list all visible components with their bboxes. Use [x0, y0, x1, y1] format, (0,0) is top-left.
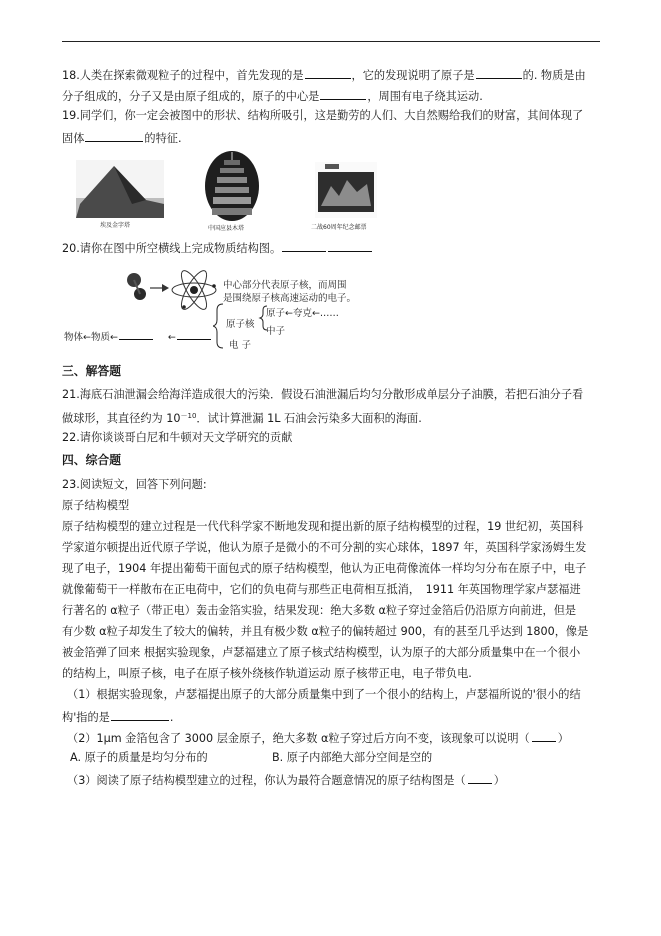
answer-blank — [85, 130, 143, 142]
electron-label: 电 子 — [229, 340, 252, 351]
q23-paragraph-line: 的结构上，叫原子核，电子在原子核外绕核作轨道运动 原子核带正电，电子带负电. — [62, 667, 472, 680]
q23-paragraph-line: 学家道尔顿提出近代原子学说，他认为原子是微小的不可分割的实心球体，1897 年，英国科学家汤姆生发 — [62, 541, 587, 554]
diagram-note: 中心部分代表原子核，而周围 — [223, 280, 347, 291]
q23-sub1-line1: （1）根据实验现象，卢瑟福提出原子的大部分质量集中到了一个很小的结构上，卢瑟福所说的'很小的结 — [67, 688, 581, 701]
structure-chain-left: 物体←物质← ← — [64, 328, 212, 343]
answer-blank — [476, 67, 522, 79]
answer-blank — [328, 240, 372, 252]
q18-line2: 分子组成的，分子又是由原子组成的，原子的中心是 ，周围有电子绕其运动. — [62, 90, 483, 103]
molecule-atom-diagram — [120, 262, 220, 324]
answer-blank — [111, 709, 169, 721]
section-heading: 三、解答题 — [62, 364, 121, 378]
stamp-photo — [315, 162, 377, 218]
q19-line2: 固体 的特征. — [62, 132, 182, 145]
answer-blank — [305, 67, 351, 79]
proton-label: 原子←夸克←…… — [266, 308, 339, 319]
wooden-tower-photo — [204, 150, 260, 222]
stamp-caption: 二战60周年纪念邮票 — [311, 224, 367, 231]
q23-paragraph-line: 被金箔弹了回来 根据实验现象，卢瑟福建立了原子核式结构模型，认为原子的大部分质量集中在一个很小 — [62, 646, 581, 659]
q23-title: 原子结构模型 — [62, 499, 130, 512]
q21-line1: 21.海底石油泄漏会给海洋造成很大的污染．假设石油泄漏后均匀分散形成单层分子油膜，若把石油分子看 — [62, 388, 584, 401]
q23-sub2: （2）1μm 金箔包含了 3000 层金原子，绝大多数 α粒子穿过后方向不变，该现象可以说明（ ） — [67, 732, 569, 745]
q23-paragraph-line: 有少数 α粒子却发生了较大的偏转，并且有极少数 α粒子的偏转超过 900，有的甚至几乎达到 1800，像是 — [62, 625, 589, 638]
q23-intro: 23.阅读短文，回答下列问题: — [62, 478, 207, 491]
answer-blank — [119, 328, 153, 340]
answer-blank — [320, 88, 366, 100]
answer-blank — [282, 240, 326, 252]
q21-line2: 做球形，其直径约为 $10^{-10}$．试计算泄漏 1L 石油会污染多大面积的海面. — [62, 412, 422, 425]
tower-caption: 中国应县木塔 — [208, 225, 245, 232]
answer-blank — [468, 772, 492, 784]
q23-paragraph-line: 行著名的 α粒子（带正电）轰击金箔实验，结果发现：绝大多数 α粒子穿过金箔后仍沿原方向前进，但是 — [62, 604, 577, 617]
pyramid-photo — [76, 160, 164, 218]
header-rule — [62, 41, 600, 42]
answer-blank — [532, 730, 556, 742]
option-a: A. 原子的质量是均匀分布的 — [70, 751, 208, 764]
diagram-note: 是围绕原子核高速运动的电子。 — [223, 293, 357, 304]
neutron-label: 中子 — [266, 326, 286, 337]
section-heading: 四、综合题 — [62, 453, 121, 467]
q23-paragraph-line: 现了电子，1904 年提出葡萄干面包式的原子结构模型，他认为正电荷像流体一样均匀分布在原子中，电子 — [62, 562, 587, 575]
q23-paragraph-line: 就像葡萄干一样散布在正电荷中，它们的负电荷与那些正电荷相互抵消， 1911 年英国物理学家卢瑟福进 — [62, 583, 581, 596]
option-b: B. 原子内部绝大部分空间是空的 — [272, 751, 433, 764]
atom-icon — [172, 267, 216, 312]
q22-line: 22.请你谈谈哥白尼和牛顿对天文学研究的贡献 — [62, 431, 293, 444]
q18-line1: 18.人类在探索微观粒子的过程中，首先发现的是 ，它的发现说明了原子是 的. 物质是由 — [62, 69, 586, 82]
q19-line1: 19.同学们，你一定会被图中的形状、结构所吸引，这是勤劳的人们、大自然赐给我们的财富，其间体现了 — [62, 109, 584, 122]
q23-paragraph-line: 原子结构模型的建立过程是一代代科学家不断地发现和提出新的原子结构模型的过程，19 世纪初，英国科 — [62, 520, 584, 533]
q23-sub1-line2: 构'指的是 . — [62, 711, 174, 724]
answer-blank — [177, 328, 211, 340]
nucleus-label: 原子核 — [226, 319, 255, 330]
q20-line: 20.请你在图中所空横线上完成物质结构图。 — [62, 240, 373, 256]
q23-sub3: （3）阅读了原子结构模型建立的过程，你认为最符合题意情况的原子结构图是（ ） — [67, 774, 505, 787]
pyramid-caption: 埃及金字塔 — [100, 222, 131, 229]
